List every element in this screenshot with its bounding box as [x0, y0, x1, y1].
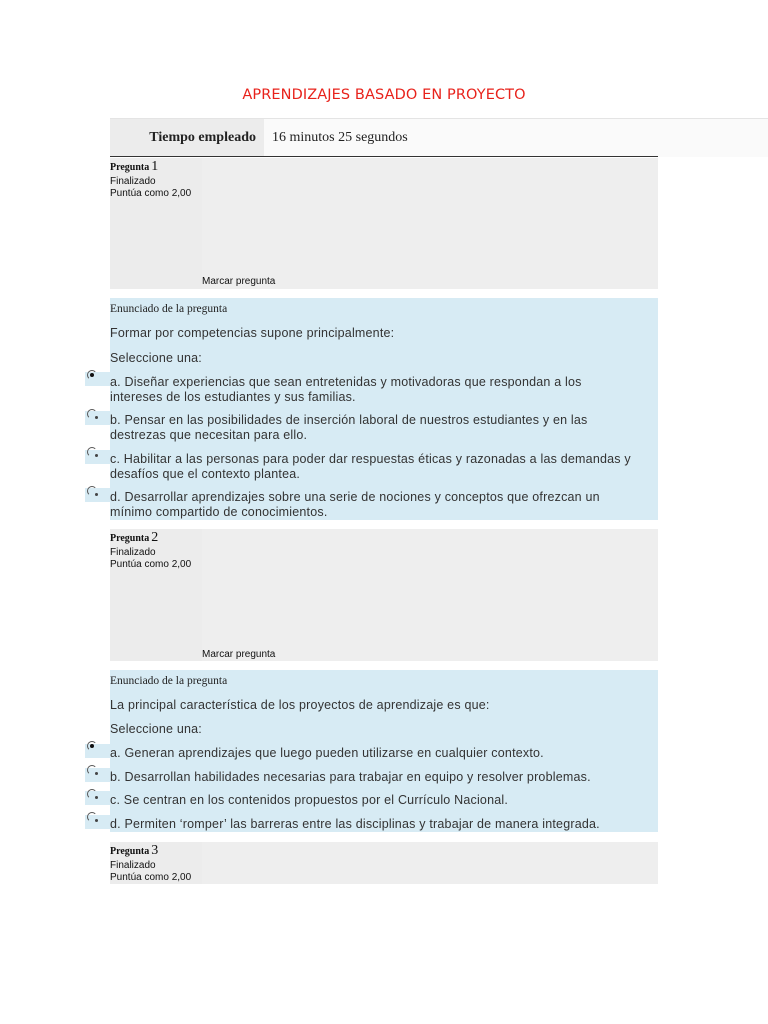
answer-option-c[interactable]: c. Habilitar a las personas para poder dar respuestas éticas y razonadas a las demandas y desafíos que el contexto plantea. — [110, 452, 631, 481]
page-title: APRENDIZAJES BASADO EN PROYECTO — [242, 87, 526, 103]
select-prompt: Seleccione una: — [110, 722, 202, 736]
flag-question-link[interactable]: Marcar pregunta — [202, 276, 276, 287]
radio-option-a[interactable] — [87, 370, 97, 380]
statement-label: Enunciado de la pregunta — [110, 675, 228, 687]
flag-question-link[interactable]: Marcar pregunta — [202, 649, 276, 660]
radio-option-a[interactable] — [87, 741, 97, 751]
question-label: Pregunta 3 — [110, 843, 159, 858]
question-content-2 — [110, 670, 658, 832]
answer-option-b[interactable]: b. Desarrollan habilidades necesarias para trabajar en equipo y resolver problemas. — [110, 770, 591, 784]
question-info-1 — [110, 158, 658, 289]
answer-option-b[interactable]: b. Pensar en las posibilidades de inserción laboral de nuestros estudiantes y en las destrezas que necesitan para ello. — [110, 413, 588, 442]
time-spent-row — [110, 118, 768, 157]
question-info-2 — [110, 529, 658, 661]
divider — [110, 156, 658, 157]
question-info-3 — [110, 842, 658, 884]
question-number: 2 — [151, 530, 159, 545]
answer-option-c[interactable]: c. Se centran en los contenidos propuestos por el Currículo Nacional. — [110, 793, 509, 807]
question-state: Finalizado — [110, 860, 156, 871]
question-state: Finalizado — [110, 547, 156, 558]
answer-option-d[interactable]: d. Permiten ‘romper’ las barreras entre las disciplinas y trabajar de manera integrada. — [110, 817, 600, 831]
question-grade: Puntúa como 2,00 — [110, 559, 192, 570]
question-text: La principal característica de los proyectos de aprendizaje es que: — [110, 698, 490, 712]
question-grade: Puntúa como 2,00 — [110, 872, 192, 883]
time-spent-value: 16 minutos 25 segundos — [264, 119, 768, 157]
question-state: Finalizado — [110, 176, 156, 187]
question-number: 1 — [151, 159, 159, 174]
question-text: Formar por competencias supone principalmente: — [110, 326, 395, 340]
answer-option-a[interactable]: a. Diseñar experiencias que sean entretenidas y motivadoras que respondan a los intereses de los estudiantes y sus familias. — [110, 375, 582, 404]
time-spent-label: Tiempo empleado — [110, 119, 264, 157]
answer-option-a[interactable]: a. Generan aprendizajes que luego pueden utilizarse en cualquier contexto. — [110, 746, 544, 760]
question-number: 3 — [151, 843, 159, 858]
question-grade: Puntúa como 2,00 — [110, 188, 192, 199]
question-content-1 — [110, 298, 658, 520]
select-prompt: Seleccione una: — [110, 351, 202, 365]
statement-label: Enunciado de la pregunta — [110, 303, 228, 315]
answer-option-d[interactable]: d. Desarrollar aprendizajes sobre una serie de nociones y conceptos que ofrezcan un mínimo compartido de conocimientos. — [110, 490, 600, 519]
question-label: Pregunta 2 — [110, 530, 159, 545]
question-label: Pregunta 1 — [110, 159, 159, 174]
